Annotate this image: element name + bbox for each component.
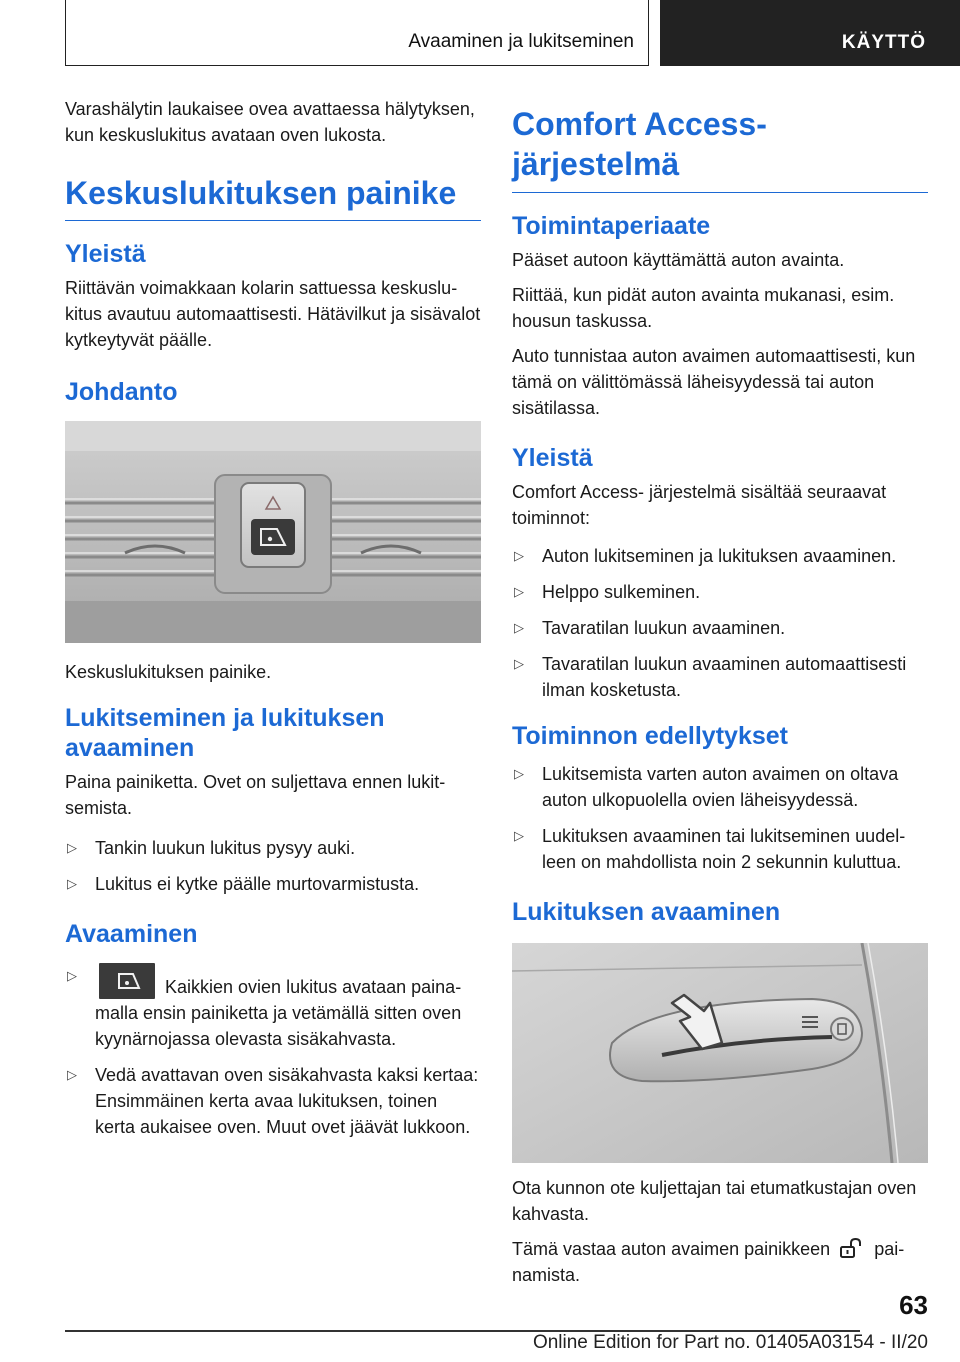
triangle-right-icon: ▷: [67, 840, 77, 855]
subheading-principle: Toimintaperiaate: [512, 212, 711, 240]
triangle-right-icon: ▷: [514, 548, 524, 563]
functions-list: [512, 543, 928, 703]
triangle-right-icon: ▷: [514, 766, 524, 781]
edition-info: Online Edition for Part no. 01405A03154 - II/20: [532, 1332, 928, 1353]
central-lock-button-photo: [65, 421, 481, 643]
subheading-introduction: Johdanto: [65, 378, 178, 406]
subheading-general: Yleistä: [65, 240, 146, 268]
list-item: ▷ Tavaratilan luukun avaaminen automaattisesti ilman kosketusta.: [512, 651, 928, 703]
subheading-locking-unlocking: Lukitseminen ja lukituksen avaaminen: [65, 704, 385, 762]
list-item: ▷ Lukitsemista varten auton avaimen on oltava auton ulkopuolella ovien läheisyydessä.: [512, 761, 928, 813]
subheading-general-right: Yleistä: [512, 444, 593, 472]
triangle-right-icon: ▷: [67, 968, 77, 983]
unlock-paragraph-2: Tämä vastaa auton avaimen painikkeen painamista.: [512, 1239, 905, 1285]
general-paragraph-right: Comfort Access- järjestelmä sisältää seuraavat toiminnot:: [512, 482, 887, 528]
list-item: ▷ Helppo sulkeminen.: [512, 579, 928, 605]
page-number: 63: [899, 1290, 928, 1320]
triangle-right-icon: ▷: [514, 828, 524, 843]
principle-paragraph: Pääset autoon käyttämättä auton avainta.: [512, 250, 845, 270]
section-title-tab: [65, 0, 649, 66]
triangle-right-icon: ▷: [514, 584, 524, 599]
photo-caption: Keskuslukituksen painike.: [65, 662, 272, 682]
subheading-unlocking: Lukituksen avaaminen: [512, 898, 781, 926]
triangle-right-icon: ▷: [514, 656, 524, 671]
heading-central-lock-button: Keskuslukituksen painike: [65, 174, 481, 221]
door-handle-illustration: [512, 943, 928, 1163]
principle-paragraph: Riittää, kun pidät auton avainta mukanasi, esim. housun taskussa.: [512, 285, 895, 331]
list-item: ▷ Auton lukitseminen ja lukituksen avaaminen.: [512, 543, 928, 569]
list-item: ▷ Tankin luukun lukitus pysyy auki.: [65, 835, 481, 861]
heading-comfort-access: Comfort Access- järjestelmä: [512, 104, 928, 193]
section-title: Avaaminen ja lukitseminen: [408, 31, 634, 52]
list-item: ▷ Lukitus ei kytke päälle murtovarmistusta.: [65, 871, 481, 897]
right-column: [512, 104, 928, 1297]
list-item: ▷ Kaikkien ovien lukitus avataan painamalla ensin painiketta ja vetämällä sitten oven kyynärnojassa olevasta sisäkahvasta.: [65, 963, 481, 1052]
left-column: [65, 96, 481, 1150]
unlock-paragraph-1: Ota kunnon ote kuljettajan tai etumatkustajan oven kahvasta.: [512, 1178, 917, 1224]
door-handle-photo: [512, 943, 928, 1163]
general-paragraph: Riittävän voimakkaan kolarin sattuessa keskuslukitus avautuu automaattisesti. Hätävilkut ja sisävalot kytkeytyvät päälle.: [65, 278, 481, 350]
intro-paragraph: Varashälytin laukaisee ovea avattaessa hälytyksen, kun keskuslukitus avataan oven lukosta.: [65, 99, 475, 145]
car-door-lock-button-icon: [99, 963, 155, 999]
opening-list: [65, 963, 481, 1140]
subheading-opening: Avaaminen: [65, 920, 198, 948]
requirements-list: [512, 761, 928, 875]
list-item: ▷ Tavaratilan luukun avaaminen.: [512, 615, 928, 641]
principle-paragraph: Auto tunnistaa auton avaimen automaattisesti, kun tämä on välittömässä läheisyydessä tai auton sisätilassa.: [512, 346, 916, 418]
subheading-requirements: Toiminnon edellytykset: [512, 722, 788, 750]
locking-paragraph: Paina painiketta. Ovet on suljettava ennen lukitsemista.: [65, 772, 446, 818]
triangle-right-icon: ▷: [67, 876, 77, 891]
chapter-tab: [660, 0, 960, 66]
locking-list: [65, 835, 481, 897]
list-item: ▷ Vedä avattavan oven sisäkahvasta kaksi kertaa: Ensimmäinen kerta avaa lukituksen, toinen kerta aukaisee oven. Muut ovet jäävät lukkoon.: [65, 1062, 481, 1140]
open-padlock-icon: [838, 1237, 866, 1259]
page-header: [0, 0, 960, 66]
chapter-title: KÄYTTÖ: [841, 32, 926, 53]
triangle-right-icon: ▷: [514, 620, 524, 635]
list-item: ▷ Lukituksen avaaminen tai lukitseminen uudelleen on mahdollista noin 2 sekunnin kuluttua.: [512, 823, 928, 875]
triangle-right-icon: ▷: [67, 1067, 77, 1082]
central-lock-button-illustration: [65, 421, 481, 643]
